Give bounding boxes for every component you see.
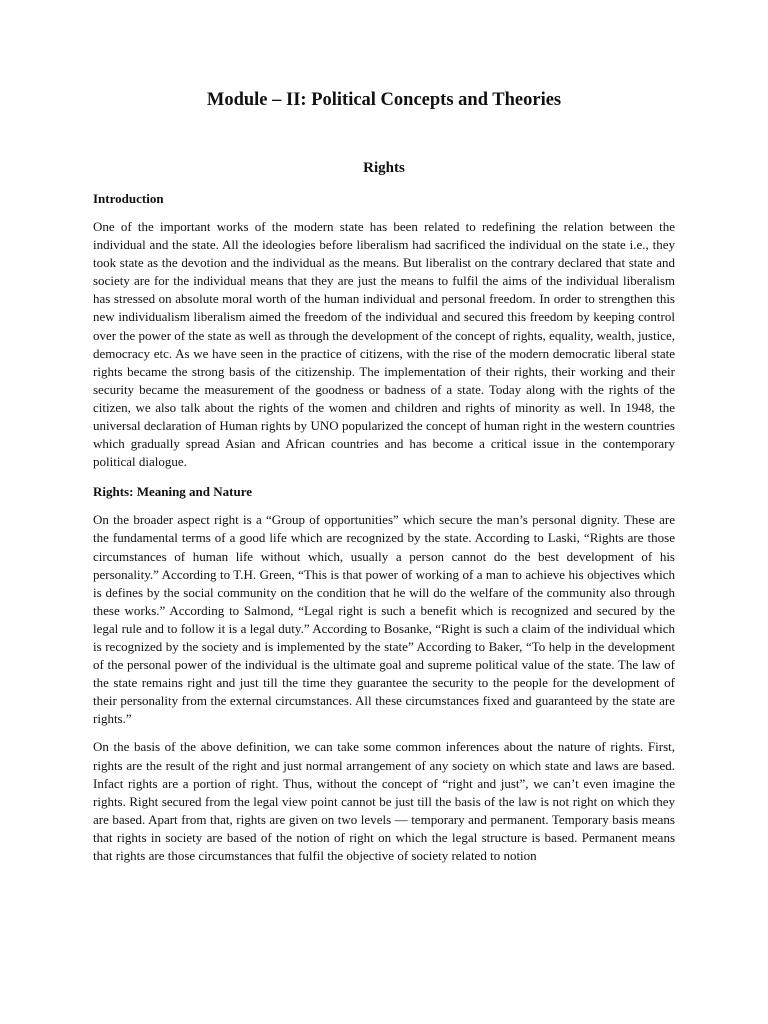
module-title: Module – II: Political Concepts and Theories: [206, 90, 562, 110]
definitions-paragraph: On the broader aspect right is a “Group of opportunities” which secure the man’s personal dignity. These are the fundamental terms of a good life which are recognized by the state. According to Laski, “Rights are those circumstances of human life without which, usually a person cannot do the best development of his personality.” According to T.H. Green, “This is that power of working of a man to achieve his objectives which is defines by the social community on the condition that he will do the welfare of the community also through these works.” According to Salmond, “Legal right is such a benefit which is recognized and secured by the legal rule and to follow it is a legal duty.” According to Bosanke, “Right is such a claim of the individual which is recognized by the society and is implemented by the state” According to Baker, “To help in the development of the personal power of the individual is the ultimate goal and supreme political value of the state. The law of the state remains right and just till the time they guarantee the security to the people for the development of their personality from the external circumstances. All these circumstances fixed and guaranteed by the state are rights.”: [93, 512, 675, 727]
inferences-paragraph: On the basis of the above definition, we can take some common inferences about the nature of rights. First, rights are the result of the right and just normal arrangement of any society on which state and laws are based. Infact rights are a portion of right. Thus, without the concept of “right and just”, we can’t even imagine the rights. Right secured from the legal view point cannot be just till the basis of the law is not right on which they are based. Apart from that, rights are given on two levels — temporary and permanent. Temporary basis means that rights in society are based of the notion of right on which the legal structure is based. Permanent means that rights are those circumstances that fulfil the objective of society related to notion: [93, 739, 675, 863]
meaning-nature-heading: Rights: Meaning and Nature: [93, 484, 253, 500]
introduction-heading: Introduction: [93, 191, 164, 206]
section-title: Rights: [363, 160, 405, 176]
introduction-paragraph: One of the important works of the modern state has been related to redefining the relation between the individual and the state. All the ideologies before liberalism had sacrificed the individual on the state i.e., they took state as the devotion and the individual as the means. But liberalist on the contrary declared that state and society are for the individual means that they are just the means to fulfil the aims of the individual liberalism has stressed on absolute moral worth of the human individual and personal freedom. In order to strengthen this new individualism liberalism aimed the freedom of the individual and secured this freedom by keeping control over the power of the state as well as through the development of the concept of rights, equality, wealth, justice, democracy etc. As we have seen in the practice of citizens, with the rise of the modern democratic liberal state rights became the strong basis of the citizenship. The implementation of their rights, their working and their security became the measurement of the goodness or badness of a state. Today along with the rights of the citizen, we also talk about the rights of the women and children and rights of minority as well. In 1948, the universal declaration of Human rights by UNO popularized the concept of human right in the western countries which gradually spread Asian and African countries and has become a critical issue in the contemporary political dialogue.: [93, 219, 675, 470]
